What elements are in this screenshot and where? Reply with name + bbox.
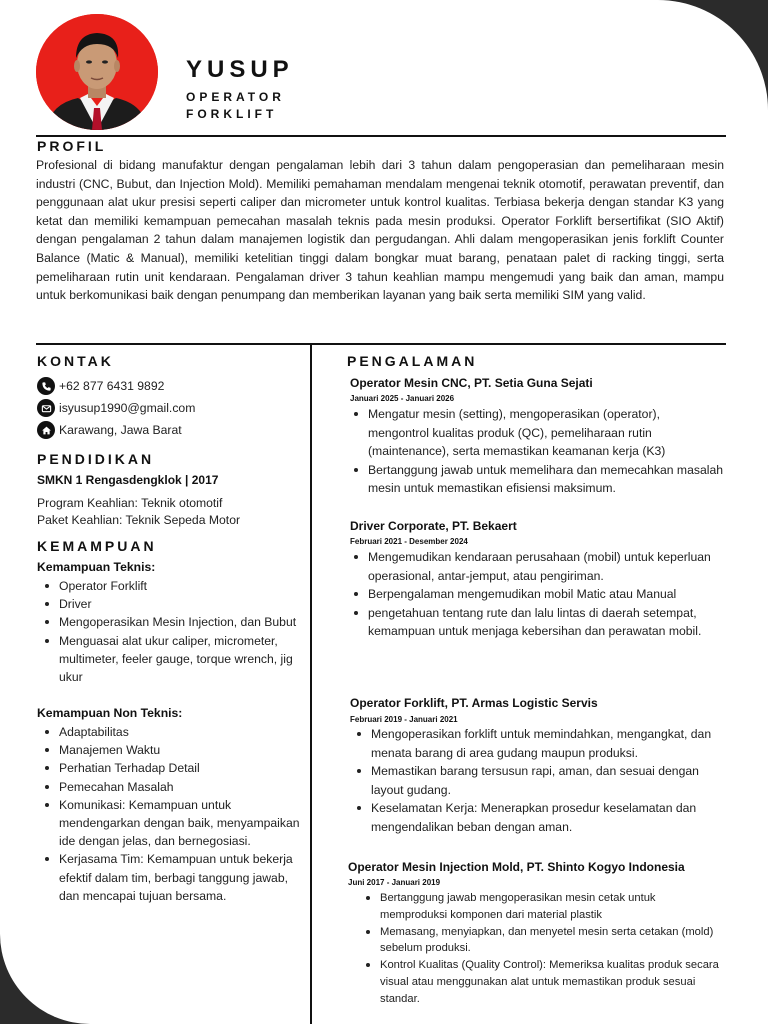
job-title: Operator Mesin Injection Mold, PT. Shinto Kogyo Indonesia: [348, 860, 685, 874]
experience-heading: PENGALAMAN: [347, 353, 478, 369]
column-divider: [310, 345, 312, 1024]
role-line-1: OPERATOR: [186, 90, 285, 104]
soft-skills-heading: Kemampuan Non Teknis:: [37, 706, 183, 720]
email-icon: [37, 399, 55, 417]
contact-address-text: Karawang, Jawa Barat: [59, 423, 182, 437]
list-item: Pemecahan Masalah: [37, 778, 305, 796]
list-item: Operator Forklift: [37, 577, 305, 595]
home-icon: [37, 421, 55, 439]
contact-address: [37, 421, 182, 439]
list-item: Bertanggung jawab mengoperasikan mesin cetak untuk memproduksi komponen dari material plastik: [358, 890, 720, 924]
education-school: SMKN 1 Rengasdengklok | 2017: [37, 473, 219, 487]
job-date: Januari 2025 - Januari 2026: [350, 394, 455, 403]
list-item: Mengatur mesin (setting), mengoperasikan (operator), mengontrol kualitas produk (QC), pemeliharaan rutin (maintenance), serta memastikan keamanan kerja (K3): [346, 405, 724, 461]
profile-summary: Profesional di bidang manufaktur dengan pengalaman lebih dari 3 tahun dalam pengoperasian dan pemeliharaan mesin industri (CNC, Bubut, dan Injection Mold). Memiliki pemahaman mendalam mengenai teknik otomotif, perawatan preventif, dan penggunaan alat ukur presisi seperti caliper dan micrometer untuk kontrol kualitas. Terbiasa bekerja dengan standar K3 yang ketat dan memiliki kemampuan pemecahan masalah teknis pada mesin produksi. Operator Forklift bersertifikat (SIO Aktif) dengan pengalaman 2 tahun dalam manajemen logistik dan pergudangan. Ahli dalam mengoperasikan jenis forklift Counter Balance (Matic & Manual), memiliki ketelitian tinggi dalam bongkar muat barang, penataan palet di racking tinggi, serta pemeliharaan rutin unit kendaraan. Pengalaman driver 3 tahun keahlian mampu mengemudi yang baik dan aman, mampu untuk berkomunikasi baik dengan penumpang dan memberikan layanan yang baik serta memiliki SIM yang valid.: [36, 158, 724, 303]
job-title: Operator Forklift, PT. Armas Logistic Servis: [350, 696, 598, 710]
list-item: Mengoperasikan forklift untuk memindahkan, mengangkat, dan menata barang di area gudang maupun produksi.: [349, 725, 724, 762]
job-title: Operator Mesin CNC, PT. Setia Guna Sejati: [350, 376, 593, 390]
profile-heading: PROFIL: [37, 138, 107, 154]
list-item: Manajemen Waktu: [37, 741, 305, 759]
phone-icon: [37, 377, 55, 395]
list-item: Driver: [37, 595, 305, 613]
technical-skills-heading: Kemampuan Teknis:: [37, 560, 156, 574]
role-line-2: FORKLIFT: [186, 107, 278, 121]
soft-skills-list: [37, 723, 305, 905]
list-item: Mengoperasikan Mesin Injection, dan Bubut: [37, 613, 305, 631]
profile-top-rule: [36, 135, 726, 137]
job-title: Driver Corporate, PT. Bekaert: [350, 519, 517, 533]
contact-phone-text: +62 877 6431 9892: [59, 379, 165, 393]
list-item: Adaptabilitas: [37, 723, 305, 741]
profile-bottom-rule: [36, 343, 726, 345]
profile-photo-image: [36, 14, 158, 130]
list-item: Kerjasama Tim: Kemampuan untuk bekerja efektif dalam tim, berbagi tanggung jawab, dan mencapai tujuan bersama.: [37, 850, 305, 905]
job-duties-list: [346, 548, 724, 641]
contact-phone[interactable]: [37, 377, 164, 395]
list-item: Menguasai alat ukur caliper, micrometer, multimeter, feeler gauge, torque wrench, jig ukur: [37, 632, 305, 687]
candidate-role: [186, 89, 285, 123]
list-item: Komunikasi: Kemampuan untuk mendengarkan dengan baik, menyampaikan ide dengan jelas, dan bernegosiasi.: [37, 796, 305, 851]
list-item: Mengemudikan kendaraan perusahaan (mobil) untuk keperluan operasional, antar-jemput, atau pengiriman.: [346, 548, 724, 585]
list-item: pengetahuan tentang rute dan lalu lintas di daerah setempat, kemampuan untuk menjaga kebersihan dan perawatan mobil.: [346, 604, 724, 641]
job-duties-list: [358, 890, 720, 1008]
contact-email-text: isyusup1990@gmail.com: [59, 401, 196, 415]
job-date: Februari 2019 - Januari 2021: [350, 715, 458, 724]
skills-heading: KEMAMPUAN: [37, 538, 157, 554]
job-date: Juni 2017 - Januari 2019: [348, 878, 441, 887]
education-heading: PENDIDIKAN: [37, 451, 155, 467]
list-item: Memasang, menyiapkan, dan menyetel mesin serta cetakan (mold) sebelum produksi.: [358, 924, 720, 958]
list-item: Bertanggung jawab untuk memelihara dan memecahkan masalah mesin untuk memastikan efisiensi maksimum.: [346, 461, 724, 498]
list-item: Keselamatan Kerja: Menerapkan prosedur keselamatan dan mengendalikan beban dengan aman.: [349, 799, 724, 836]
contact-heading: KONTAK: [37, 353, 114, 369]
list-item: Perhatian Terhadap Detail: [37, 759, 305, 777]
technical-skills-list: [37, 577, 305, 686]
job-date: Februari 2021 - Desember 2024: [350, 537, 468, 546]
list-item: Memastikan barang tersusun rapi, aman, dan sesuai dengan layout gudang.: [349, 762, 724, 799]
list-item: Berpengalaman mengemudikan mobil Matic atau Manual: [346, 585, 724, 604]
education-package: Paket Keahlian: Teknik Sepeda Motor: [37, 513, 241, 527]
profile-photo: [36, 14, 158, 130]
education-program: Program Keahlian: Teknik otomotif: [37, 496, 223, 510]
job-duties-list: [346, 405, 724, 498]
job-duties-list: [349, 725, 724, 837]
candidate-name: YUSUP: [186, 56, 294, 83]
list-item: Kontrol Kualitas (Quality Control): Memeriksa kualitas produk secara visual atau menggunakan alat untuk memastikan produk sesuai standar.: [358, 957, 720, 1007]
contact-email[interactable]: [37, 399, 195, 417]
